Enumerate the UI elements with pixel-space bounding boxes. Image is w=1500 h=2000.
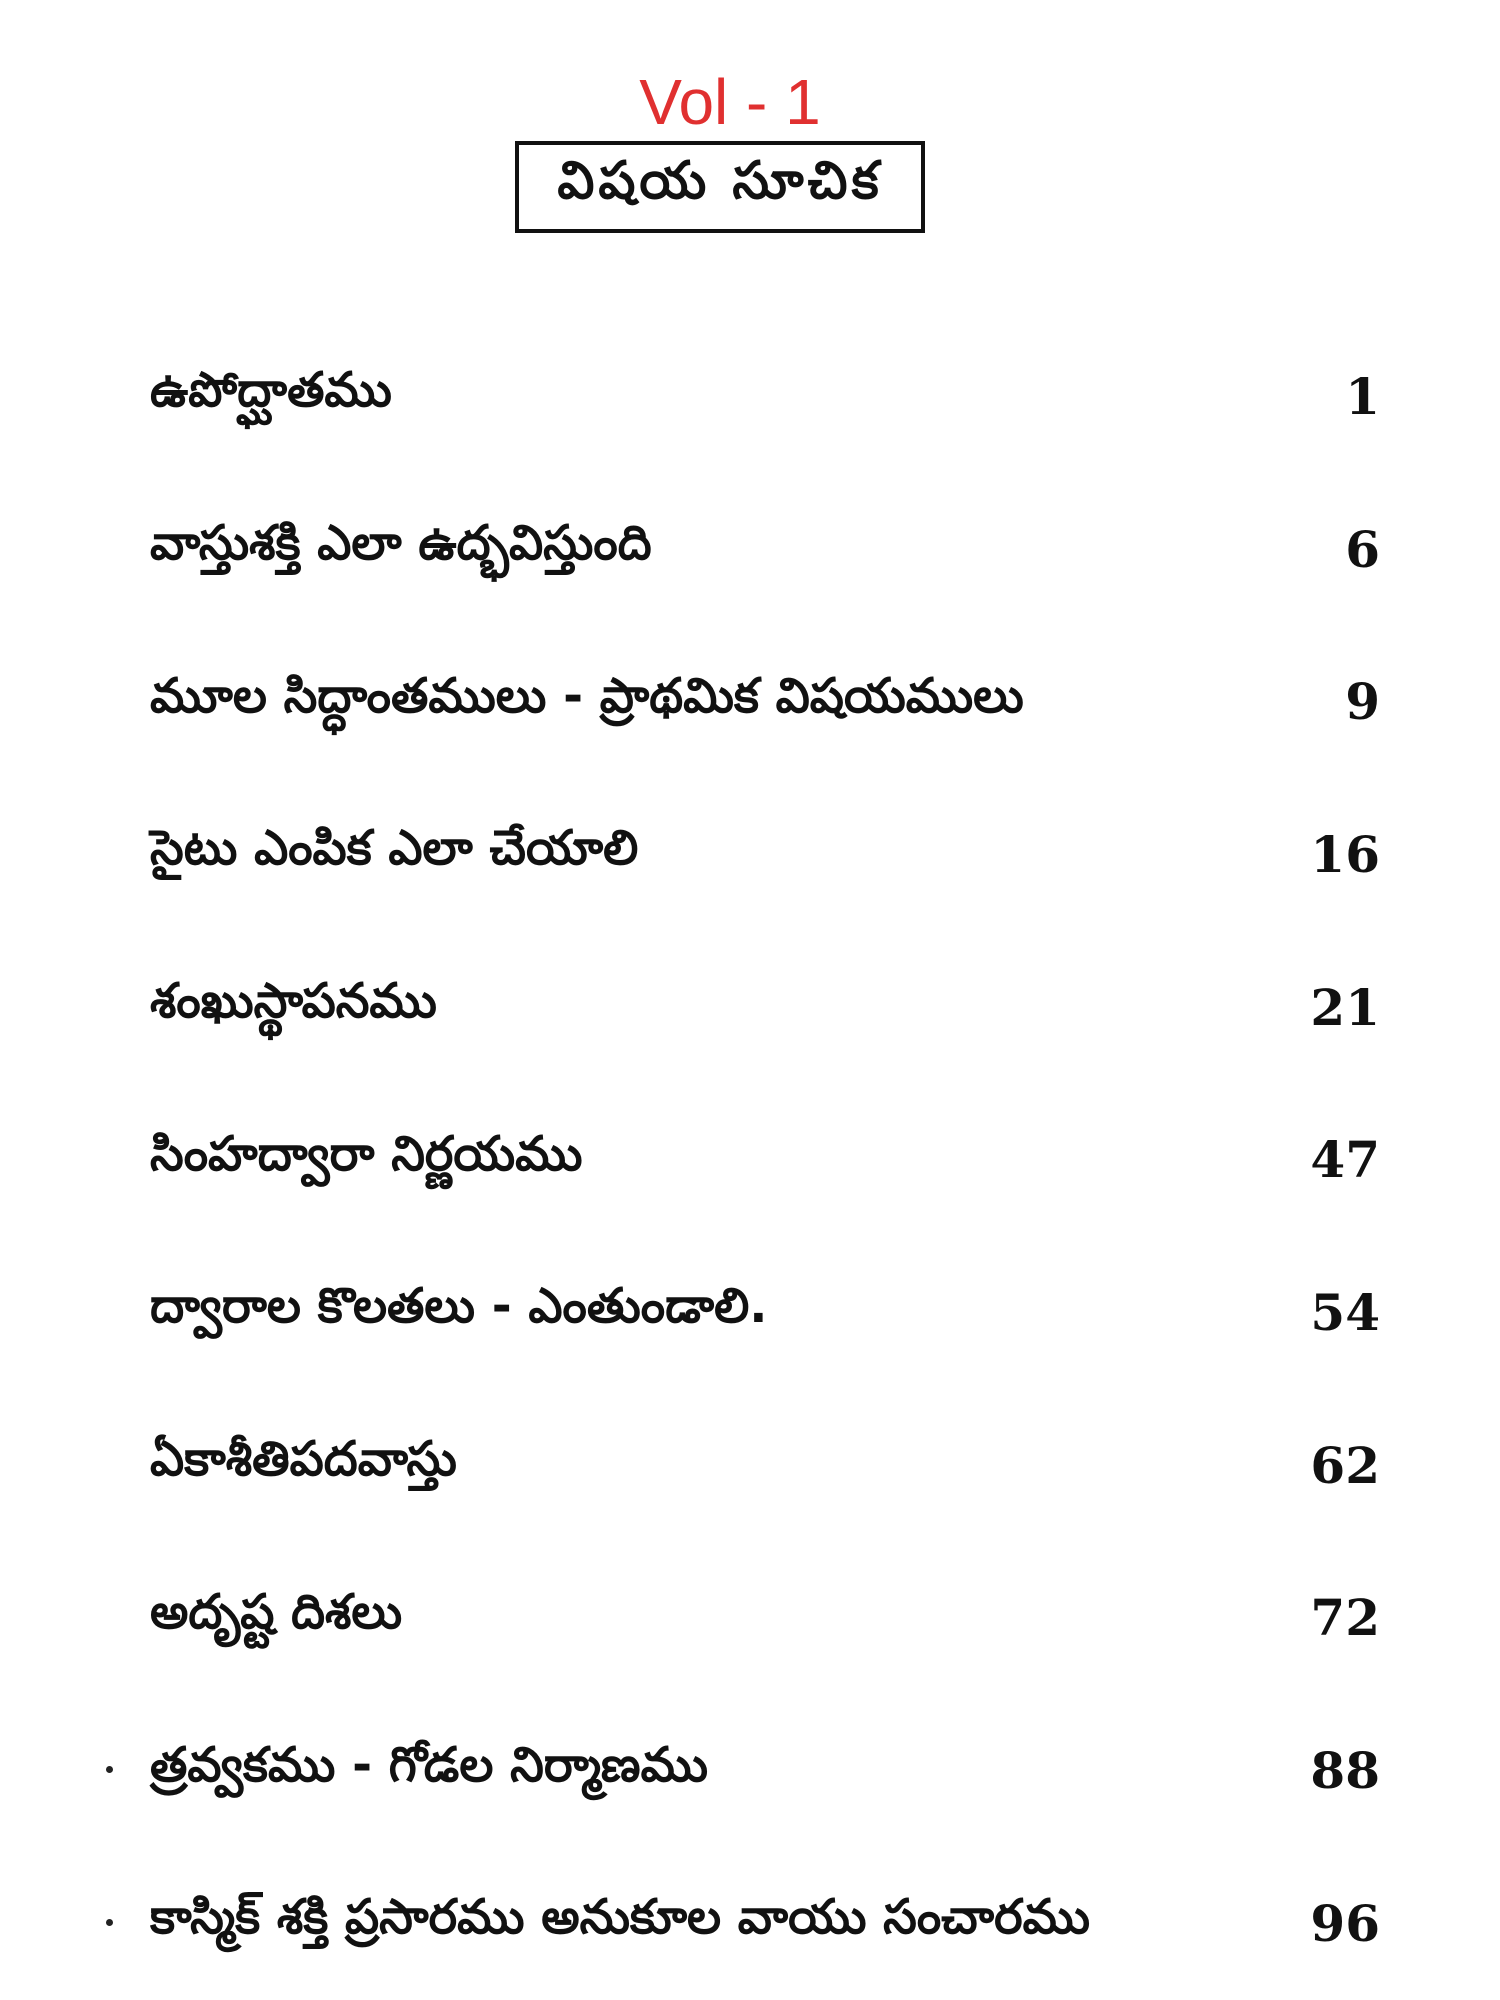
toc-entry-title: మూల సిద్ధాంతములు - ప్రాథమిక విషయములు xyxy=(150,667,1024,724)
toc-entry[interactable] xyxy=(150,1389,1380,1542)
toc-entry-page: 54 xyxy=(1310,1282,1380,1342)
toc-entry-page: 9 xyxy=(1345,672,1380,732)
toc-entry-page: 6 xyxy=(1345,519,1380,579)
toc-entry[interactable] xyxy=(150,1236,1380,1389)
toc-entry-page: 96 xyxy=(1310,1893,1380,1953)
toc-entry-title: ఉపోద్ఘాతము xyxy=(150,362,392,419)
toc-entry-title: వాస్తుశక్తి ఎలా ఉద్భవిస్తుంది xyxy=(150,515,652,572)
toc-entry[interactable] xyxy=(150,778,1380,931)
toc-entry[interactable] xyxy=(150,625,1380,778)
toc-entry-page: 1 xyxy=(1345,366,1380,426)
volume-label: Vol - 1 xyxy=(639,66,821,138)
toc-entry-page: 47 xyxy=(1310,1130,1380,1190)
toc-entry[interactable] xyxy=(150,931,1380,1084)
toc-entry-title: ద్వారాల కొలతలు - ఎంతుండాలి. xyxy=(150,1278,768,1335)
toc-entry-title: త్రవ్వకము - గోడల నిర్మాణము xyxy=(150,1736,708,1793)
toc-entry[interactable] xyxy=(150,1694,1380,1847)
table-of-contents xyxy=(150,320,1380,2000)
toc-entry[interactable] xyxy=(150,1847,1380,2000)
toc-entry-title: సింహద్వారా నిర్ణయము xyxy=(150,1125,583,1182)
toc-entry-title: కాస్మిక్ శక్తి ప్రసారము అనుకూల వాయు సంచారము xyxy=(150,1889,1090,1946)
scan-speck xyxy=(106,1766,113,1773)
toc-entry[interactable] xyxy=(150,473,1380,626)
toc-entry-page: 21 xyxy=(1310,977,1380,1037)
toc-entry-page: 62 xyxy=(1310,1435,1380,1495)
toc-entry-title: శంఖుస్థాపనము xyxy=(150,973,437,1030)
toc-entry[interactable] xyxy=(150,1542,1380,1695)
toc-entry-page: 88 xyxy=(1310,1741,1380,1801)
toc-heading-box xyxy=(515,141,925,233)
scan-speck xyxy=(106,1919,113,1926)
toc-entry[interactable] xyxy=(150,1083,1380,1236)
toc-entry-title: సైటు ఎంపిక ఎలా చేయాలి xyxy=(150,820,639,877)
toc-entry-page: 72 xyxy=(1310,1588,1380,1648)
toc-entry-title: అదృష్ట దిశలు xyxy=(150,1583,403,1640)
toc-entry-page: 16 xyxy=(1310,824,1380,884)
toc-entry[interactable] xyxy=(150,320,1380,473)
toc-heading: విషయ సూచిక xyxy=(557,150,883,211)
toc-entry-title: ఏకాశీతిపదవాస్తు xyxy=(150,1431,457,1488)
